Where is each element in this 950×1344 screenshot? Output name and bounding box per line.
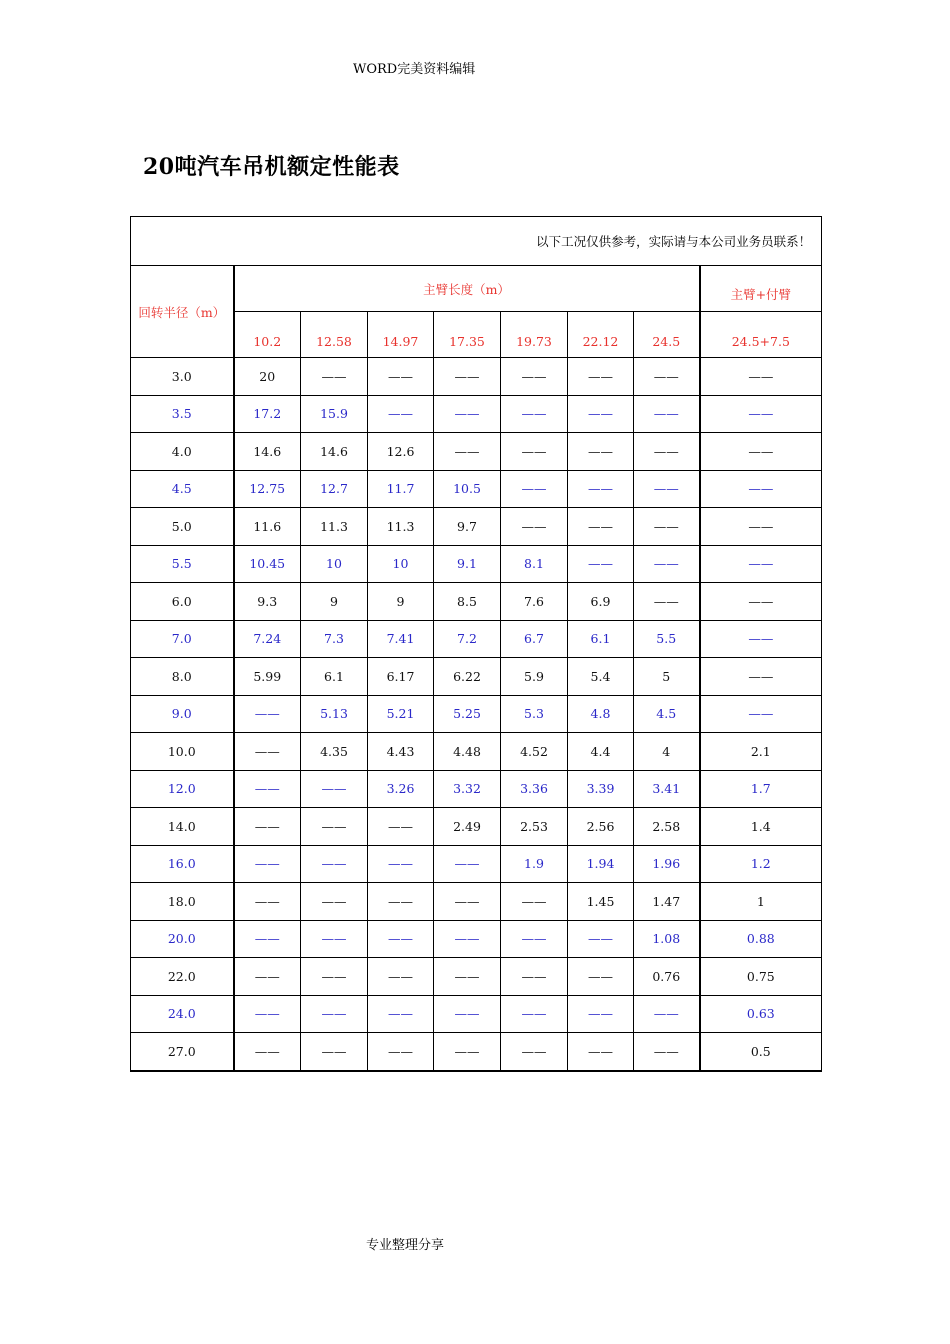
capacity-cell: ——: [634, 1033, 700, 1071]
radius-cell: 6.0: [131, 583, 234, 621]
capacity-cell: 7.3: [301, 620, 368, 658]
radius-cell: 20.0: [131, 920, 234, 958]
capacity-cell: 4.43: [368, 733, 434, 771]
capacity-cell: ——: [568, 433, 634, 471]
capacity-cell: ——: [301, 883, 368, 921]
page-header: WORD完美资料编辑: [353, 62, 476, 77]
radius-cell: 4.0: [131, 433, 234, 471]
capacity-cell: 5.5: [634, 620, 700, 658]
capacity-cell: ——: [501, 508, 568, 546]
capacity-cell: ——: [234, 770, 301, 808]
capacity-cell: 12.7: [301, 470, 368, 508]
table-row: [131, 545, 822, 583]
boom-length-cell: 14.97: [368, 312, 434, 358]
boom-length-cell: 22.12: [568, 312, 634, 358]
boom-length-cell: 10.2: [234, 312, 301, 358]
capacity-cell: 2.58: [634, 808, 700, 846]
capacity-cell: 20: [234, 358, 301, 396]
capacity-cell: ——: [234, 845, 301, 883]
capacity-cell: ——: [501, 958, 568, 996]
capacity-cell: 3.26: [368, 770, 434, 808]
table-row: [131, 470, 822, 508]
capacity-cell: ——: [301, 1033, 368, 1071]
capacity-cell: ——: [368, 395, 434, 433]
capacity-cell: ——: [434, 920, 501, 958]
capacity-cell: ——: [301, 808, 368, 846]
capacity-cell: ——: [234, 1033, 301, 1071]
capacity-cell: ——: [634, 433, 700, 471]
boom-length-cell: 12.58: [301, 312, 368, 358]
capacity-cell: 4.52: [501, 733, 568, 771]
capacity-cell: 7.6: [501, 583, 568, 621]
capacity-cell: ——: [634, 395, 700, 433]
capacity-cell: ——: [501, 470, 568, 508]
table-row: [131, 958, 822, 996]
capacity-cell: ——: [501, 1033, 568, 1071]
capacity-cell: ——: [634, 545, 700, 583]
capacity-cell: 5.21: [368, 695, 434, 733]
radius-cell: 18.0: [131, 883, 234, 921]
table-row: [131, 508, 822, 546]
radius-cell: 27.0: [131, 1033, 234, 1071]
capacity-cell: 7.2: [434, 620, 501, 658]
capacity-cell: 4.5: [634, 695, 700, 733]
table-row: [131, 808, 822, 846]
capacity-cell: ——: [501, 358, 568, 396]
capacity-cell: 9.1: [434, 545, 501, 583]
capacity-cell: ——: [434, 995, 501, 1033]
capacity-cell: ——: [301, 358, 368, 396]
capacity-cell: ——: [234, 808, 301, 846]
capacity-cell: 1: [700, 883, 822, 921]
capacity-cell: ——: [568, 1033, 634, 1071]
capacity-cell: ——: [568, 470, 634, 508]
capacity-cell: ——: [368, 845, 434, 883]
capacity-cell: 4.48: [434, 733, 501, 771]
capacity-cell: ——: [368, 995, 434, 1033]
table-row: [131, 845, 822, 883]
capacity-cell: 1.2: [700, 845, 822, 883]
table-row: [131, 1033, 822, 1071]
capacity-cell: 3.36: [501, 770, 568, 808]
capacity-cell: 5.13: [301, 695, 368, 733]
capacity-cell: ——: [700, 358, 822, 396]
capacity-cell: 4.35: [301, 733, 368, 771]
capacity-cell: ——: [234, 958, 301, 996]
capacity-cell: 9: [368, 583, 434, 621]
capacity-cell: ——: [634, 583, 700, 621]
capacity-cell: 2.53: [501, 808, 568, 846]
capacity-cell: ——: [301, 845, 368, 883]
capacity-cell: ——: [434, 358, 501, 396]
table-row: [131, 770, 822, 808]
capacity-cell: 9.7: [434, 508, 501, 546]
page-footer: 专业整理分享: [366, 1238, 445, 1253]
capacity-cell: ——: [434, 845, 501, 883]
capacity-cell: ——: [501, 433, 568, 471]
capacity-cell: ——: [301, 995, 368, 1033]
capacity-cell: 0.75: [700, 958, 822, 996]
capacity-cell: 5.99: [234, 658, 301, 696]
capacity-cell: ——: [634, 358, 700, 396]
capacity-cell: 11.3: [301, 508, 368, 546]
capacity-cell: ——: [234, 733, 301, 771]
table-row: [131, 658, 822, 696]
capacity-cell: ——: [634, 995, 700, 1033]
capacity-cell: 17.2: [234, 395, 301, 433]
radius-cell: 12.0: [131, 770, 234, 808]
capacity-cell: ——: [301, 920, 368, 958]
capacity-cell: ——: [700, 433, 822, 471]
capacity-cell: ——: [434, 1033, 501, 1071]
capacity-cell: ——: [568, 395, 634, 433]
capacity-cell: ——: [700, 695, 822, 733]
capacity-cell: ——: [568, 920, 634, 958]
radius-cell: 8.0: [131, 658, 234, 696]
table-row: [131, 433, 822, 471]
capacity-cell: 5: [634, 658, 700, 696]
radius-header: 回转半径（m）: [131, 266, 234, 358]
capacity-cell: 0.88: [700, 920, 822, 958]
capacity-cell: 1.08: [634, 920, 700, 958]
capacity-cell: ——: [434, 395, 501, 433]
capacity-cell: ——: [501, 920, 568, 958]
capacity-cell: 1.45: [568, 883, 634, 921]
capacity-cell: ——: [568, 545, 634, 583]
table-row: [131, 395, 822, 433]
capacity-cell: 2.1: [700, 733, 822, 771]
boom-length-cell: 24.5: [634, 312, 700, 358]
capacity-cell: 10: [368, 545, 434, 583]
capacity-cell: 2.56: [568, 808, 634, 846]
capacity-cell: 1.47: [634, 883, 700, 921]
capacity-cell: ——: [368, 920, 434, 958]
capacity-cell: 11.6: [234, 508, 301, 546]
table-row: [131, 358, 822, 396]
capacity-cell: ——: [301, 770, 368, 808]
capacity-cell: 11.3: [368, 508, 434, 546]
capacity-cell: 6.7: [501, 620, 568, 658]
table-row: [131, 583, 822, 621]
radius-cell: 22.0: [131, 958, 234, 996]
crane-performance-table: [130, 216, 822, 1072]
table-row: [131, 920, 822, 958]
capacity-cell: ——: [700, 470, 822, 508]
capacity-cell: ——: [368, 1033, 434, 1071]
capacity-cell: 14.6: [234, 433, 301, 471]
capacity-cell: ——: [434, 433, 501, 471]
capacity-cell: ——: [501, 395, 568, 433]
capacity-cell: ——: [234, 695, 301, 733]
radius-cell: 10.0: [131, 733, 234, 771]
capacity-cell: ——: [700, 508, 822, 546]
capacity-cell: ——: [700, 620, 822, 658]
capacity-cell: ——: [434, 958, 501, 996]
capacity-cell: ——: [568, 958, 634, 996]
radius-cell: 4.5: [131, 470, 234, 508]
capacity-cell: 8.5: [434, 583, 501, 621]
capacity-cell: 1.7: [700, 770, 822, 808]
table-row: [131, 620, 822, 658]
capacity-cell: ——: [434, 883, 501, 921]
radius-cell: 14.0: [131, 808, 234, 846]
boom-length-cell: 24.5+7.5: [700, 312, 822, 358]
capacity-cell: ——: [234, 920, 301, 958]
capacity-cell: 9: [301, 583, 368, 621]
capacity-cell: 5.25: [434, 695, 501, 733]
capacity-cell: 1.4: [700, 808, 822, 846]
capacity-cell: 6.1: [301, 658, 368, 696]
capacity-cell: ——: [368, 808, 434, 846]
capacity-cell: ——: [568, 358, 634, 396]
capacity-cell: 11.7: [368, 470, 434, 508]
capacity-cell: ——: [368, 358, 434, 396]
capacity-cell: ——: [501, 883, 568, 921]
table-row: [131, 995, 822, 1033]
capacity-cell: ——: [501, 995, 568, 1033]
radius-cell: 3.5: [131, 395, 234, 433]
capacity-cell: 3.41: [634, 770, 700, 808]
capacity-cell: 12.6: [368, 433, 434, 471]
table-row: [131, 733, 822, 771]
capacity-cell: 2.49: [434, 808, 501, 846]
capacity-cell: ——: [368, 958, 434, 996]
capacity-cell: 0.63: [700, 995, 822, 1033]
capacity-cell: 15.9: [301, 395, 368, 433]
capacity-cell: 6.1: [568, 620, 634, 658]
capacity-cell: 7.41: [368, 620, 434, 658]
document-title: 20吨汽车吊机额定性能表: [143, 154, 400, 180]
capacity-cell: 8.1: [501, 545, 568, 583]
capacity-cell: 10.45: [234, 545, 301, 583]
radius-cell: 7.0: [131, 620, 234, 658]
capacity-cell: ——: [634, 508, 700, 546]
capacity-cell: 0.5: [700, 1033, 822, 1071]
capacity-cell: 1.94: [568, 845, 634, 883]
table-row: [131, 695, 822, 733]
capacity-cell: 5.9: [501, 658, 568, 696]
capacity-cell: 1.96: [634, 845, 700, 883]
capacity-cell: 6.22: [434, 658, 501, 696]
boom-length-header: 主臂长度（m）: [234, 266, 700, 312]
table-row: [131, 883, 822, 921]
capacity-cell: 3.39: [568, 770, 634, 808]
capacity-cell: 14.6: [301, 433, 368, 471]
capacity-cell: 6.9: [568, 583, 634, 621]
table-note: 以下工况仅供参考，实际请与本公司业务员联系！: [131, 217, 822, 266]
capacity-cell: ——: [568, 508, 634, 546]
capacity-cell: 12.75: [234, 470, 301, 508]
capacity-cell: 10: [301, 545, 368, 583]
jib-header: 主臂+付臂: [700, 266, 822, 312]
capacity-cell: 7.24: [234, 620, 301, 658]
capacity-cell: ——: [700, 583, 822, 621]
capacity-cell: ——: [368, 883, 434, 921]
boom-length-cell: 19.73: [501, 312, 568, 358]
radius-cell: 16.0: [131, 845, 234, 883]
capacity-cell: ——: [568, 995, 634, 1033]
capacity-cell: ——: [700, 658, 822, 696]
capacity-cell: ——: [700, 395, 822, 433]
radius-cell: 3.0: [131, 358, 234, 396]
capacity-cell: 4: [634, 733, 700, 771]
capacity-cell: 6.17: [368, 658, 434, 696]
capacity-cell: 0.76: [634, 958, 700, 996]
capacity-cell: 1.9: [501, 845, 568, 883]
radius-cell: 24.0: [131, 995, 234, 1033]
capacity-cell: 4.4: [568, 733, 634, 771]
capacity-cell: 10.5: [434, 470, 501, 508]
capacity-cell: ——: [234, 995, 301, 1033]
radius-cell: 5.0: [131, 508, 234, 546]
capacity-cell: ——: [700, 545, 822, 583]
capacity-cell: ——: [234, 883, 301, 921]
capacity-cell: 9.3: [234, 583, 301, 621]
capacity-cell: ——: [634, 470, 700, 508]
capacity-cell: 3.32: [434, 770, 501, 808]
boom-length-cell: 17.35: [434, 312, 501, 358]
capacity-cell: 5.3: [501, 695, 568, 733]
radius-cell: 9.0: [131, 695, 234, 733]
radius-cell: 5.5: [131, 545, 234, 583]
capacity-cell: 5.4: [568, 658, 634, 696]
capacity-cell: ——: [301, 958, 368, 996]
capacity-cell: 4.8: [568, 695, 634, 733]
